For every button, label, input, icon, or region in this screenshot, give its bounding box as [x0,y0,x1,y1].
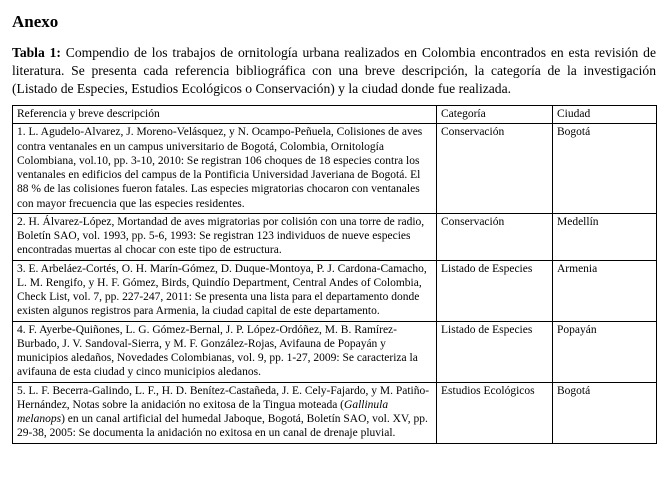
table-row [13,213,657,260]
table-row [13,382,657,443]
reference-cell: 2. H. Álvarez-López, Mortandad de aves migratorias por colisión con una torre de radio, Boletín SAO, vol. 1993, pp. 5-6, 1993: Se registran 123 individuos de nueve especies encontradas muertas al chocar con este tipo de estructura. [13,213,437,260]
categoria-cell: Estudios Ecológicos [437,382,553,443]
table-header-row [13,106,657,124]
ciudad-cell: Medellín [553,213,657,260]
ciudad-cell: Armenia [553,260,657,321]
table-row [13,321,657,382]
ciudad-cell: Popayán [553,321,657,382]
header-referencia: Referencia y breve descripción [13,106,437,124]
categoria-cell: Listado de Especies [437,260,553,321]
ciudad-cell: Bogotá [553,382,657,443]
species-name: Gallinula melanops [17,398,389,426]
reference-cell: 3. E. Arbeláez-Cortés, O. H. Marín-Gómez, D. Duque-Montoya, P. J. Cardona-Camacho, L. M. Rengifo, y H. F. Gómez, Birds, Quindío Department, Central Andes of Colombia, Check List, vol. 7, pp. 227-247, 2011: Se presenta una lista para el departamento donde existen algunos registros para Armenia, la ciudad capital de este departamento. [13,260,437,321]
caption-text: Compendio de los trabajos de ornitología urbana realizados en Colombia encontrados en esta revisión de literatura. Se presenta cada referencia bibliográfica con una breve descripción, la categoría de la investigación (Listado de Especies, Estudios Ecológicos o Conservación) y la ciudad donde fue realizada. [12,45,656,97]
reference-text-pre: 5. L. F. Becerra-Galindo, L. F., H. D. Benítez-Castañeda, J. E. Cely-Fajardo, y M. Patiño-Hernández, Notas sobre la anidación no exitosa de la Tingua moteada ( [17,384,430,411]
table-row [13,260,657,321]
categoria-cell: Conservación [437,213,553,260]
page-title: Anexo [12,12,59,31]
categoria-cell: Conservación [437,124,553,214]
reference-cell: 4. F. Ayerbe-Quiñones, L. G. Gómez-Bernal, J. P. López-Ordóñez, M. B. Ramírez-Burbado, J. V. Sandoval-Sierra, y M. F. González-Rojas, Avifauna de Popayán y municipios aledaños, Novedades Colombianas, vol. 9, pp. 1-27, 2009: Se caracteriza la avifauna de esta ciudad y cinco municipios aledanos. [13,321,437,382]
header-ciudad: Ciudad [553,106,657,124]
reference-cell [13,382,437,443]
categoria-cell: Listado de Especies [437,321,553,382]
table-row [13,124,657,214]
ciudad-cell: Bogotá [553,124,657,214]
reference-text-post: ) en un canal artificial del humedal Jaboque, Bogotá, Boletín SAO, vol. XV, pp. 29-38, 2005: Se documenta la anidación no exitosa en un canal de drenaje pluvial. [17,413,428,440]
header-categoria: Categoría [437,106,553,124]
table-caption [12,44,656,98]
reference-cell: 1. L. Agudelo-Alvarez, J. Moreno-Velásquez, y N. Ocampo-Peñuela, Colisiones de aves contra ventanales en un campus universitario de Bogotá, Colombia, Ornitología Colombiana, vol.10, pp. 3-10, 2010: Se registran 106 choques de 18 especies contra los ventanales en edificios del campus de la Pontificia Universidad Javeriana de Bogotá. El 88 % de las colisiones fueron fatales. Las especies migratorias chocaron con ventanales con mayor frecuencia que las especies residentes. [13,124,437,214]
references-table [12,105,657,444]
caption-label: Tabla 1: [12,45,61,60]
